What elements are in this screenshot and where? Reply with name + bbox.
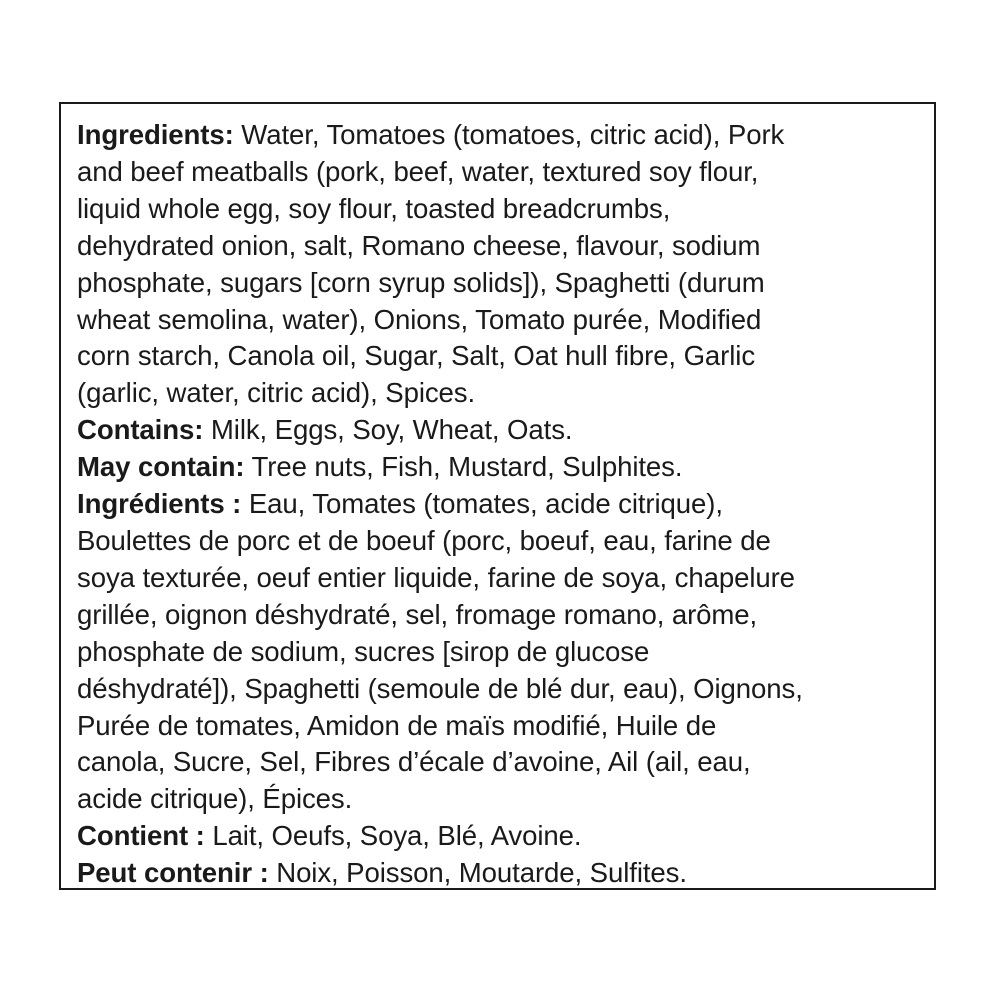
ingredients-label-box — [59, 102, 936, 890]
english-ingredients-line-3: liquid whole egg, soy flour, toasted breadcrumbs, — [77, 192, 671, 224]
english-ingredients-heading: Ingredients: — [77, 119, 234, 150]
french-may-contain-statement — [77, 855, 927, 892]
french-ingredients-line-7: Purée de tomates, Amidon de maïs modifié, Huile de — [77, 709, 717, 741]
french-may-contain-heading: Peut contenir : — [77, 857, 269, 889]
french-ingredients-line-1 — [77, 486, 927, 523]
french-ingredients-line-6: déshydraté]), Spaghetti (semoule de blé dur, eau), Oignons, — [77, 672, 803, 704]
english-may-contain-heading: May contain: — [77, 451, 245, 483]
english-ingredients-line-5: phosphate, sugars [corn syrup solids]), Spaghetti (durum — [77, 266, 765, 298]
english-contains-heading: Contains: — [77, 414, 204, 446]
ingredients-label-text — [77, 117, 927, 892]
french-contains-statement — [77, 818, 927, 855]
french-ingredients-line-4: grillée, oignon déshydraté, sel, fromage romano, arôme, — [77, 598, 758, 630]
english-ingredients-line-1 — [77, 117, 927, 154]
english-ingredients-line-4: dehydrated onion, salt, Romano cheese, flavour, sodium — [77, 229, 761, 261]
english-may-contain-statement — [77, 449, 927, 486]
french-ingredients-line-5: phosphate de sodium, sucres [sirop de glucose — [77, 635, 650, 667]
english-contains-statement — [77, 412, 927, 449]
french-contains-text: Lait, Oeufs, Soya, Blé, Avoine. — [204, 820, 582, 852]
french-contains-heading: Contient : — [77, 820, 205, 852]
french-ingredients-line-8: canola, Sucre, Sel, Fibres d’écale d’avoine, Ail (ail, eau, — [77, 746, 751, 778]
english-ingredients-line-8: (garlic, water, citric acid), Spices. — [77, 377, 476, 409]
french-ingredients-text: Eau, Tomates (tomates, acide citrique), — [241, 488, 723, 520]
french-ingredients-line-3: soya texturée, oeuf entier liquide, farine de soya, chapelure — [77, 561, 795, 593]
english-ingredients-text: Water, Tomatoes (tomatoes, citric acid), Pork — [233, 119, 785, 150]
french-may-contain-text: Noix, Poisson, Moutarde, Sulfites. — [268, 857, 687, 889]
english-ingredients-line-7: corn starch, Canola oil, Sugar, Salt, Oat hull fibre, Garlic — [77, 340, 756, 372]
english-contains-text: Milk, Eggs, Soy, Wheat, Oats. — [203, 414, 573, 446]
english-ingredients-line-6: wheat semolina, water), Onions, Tomato purée, Modified — [77, 303, 762, 335]
french-ingredients-heading: Ingrédients : — [77, 488, 242, 520]
french-ingredients-line-2: Boulettes de porc et de boeuf (porc, boeuf, eau, farine de — [77, 524, 771, 556]
english-may-contain-text: Tree nuts, Fish, Mustard, Sulphites. — [244, 451, 683, 483]
english-ingredients-line-2: and beef meatballs (pork, beef, water, textured soy flour, — [77, 155, 759, 187]
french-ingredients-line-9: acide citrique), Épices. — [77, 783, 353, 815]
